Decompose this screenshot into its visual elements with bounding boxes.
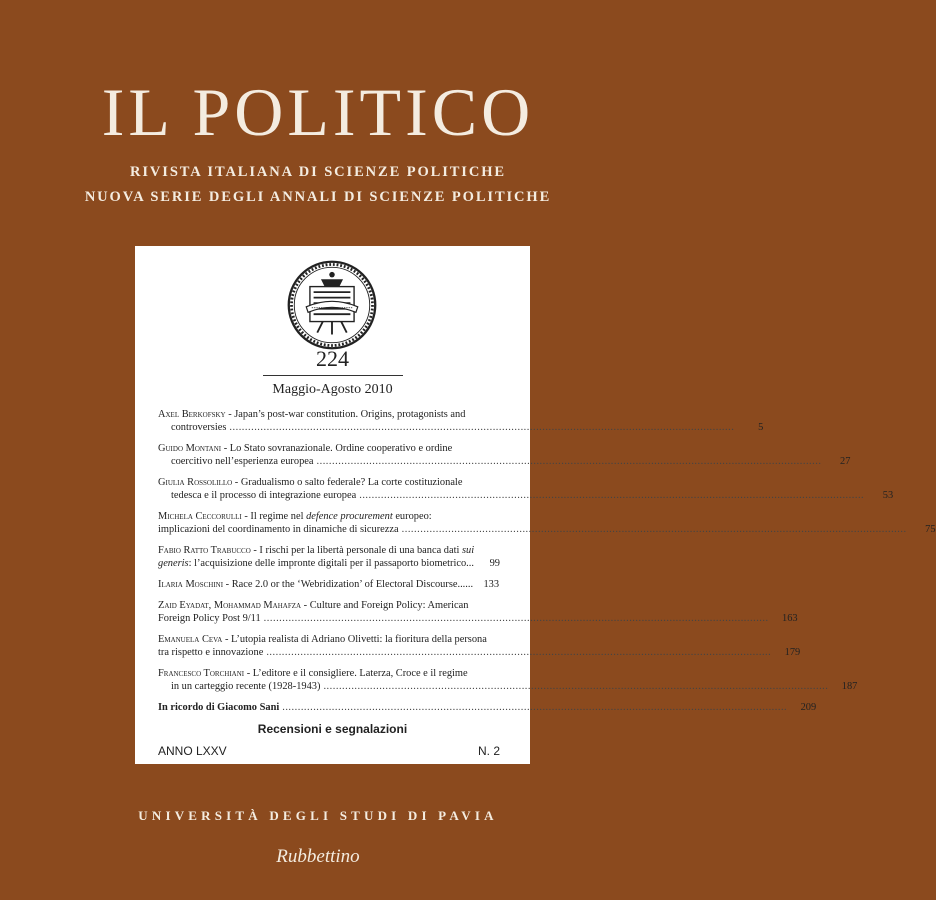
toc-title-cont: in un carteggio recente (1928-1943) [171,681,321,692]
toc-entry [158,701,817,714]
university-name: UNIVERSITÀ DEGLI STUDI DI PAVIA [138,808,498,823]
toc-entry [158,408,764,434]
journal-subtitle: RIVISTA ITALIANA DI SCIENZE POLITICHE [130,164,506,180]
issue-number-label: N. 2 [477,744,500,758]
toc-entry [158,667,858,693]
toc-title: - Lo Stato sovranazionale. Ordine cooperativo e ordine [221,443,453,454]
toc-page: 75 [925,524,936,535]
toc-title: - Culture and Foreign Policy: American [301,600,469,611]
toc-entry [158,633,801,659]
toc-title: - I rischi per la libertà personale di una banca dati [250,545,462,556]
journal-title: IL POLITICO [101,74,535,150]
publisher-name: Rubbettino [276,846,360,867]
toc-title: - Japan’s post-war constitution. Origins, protagonists and [225,409,466,420]
university-seal-icon [286,259,378,351]
toc-author: Guido Montani [158,443,222,454]
toc-title-italic: sui [461,545,475,556]
toc-author: Michela Ceccorulli [158,511,242,522]
toc-page: 27 [840,456,851,467]
toc-author: Giulia Rossolillo [158,477,233,488]
toc-title: - L’utopia realista di Adriano Olivetti: la fioritura della persona [222,634,487,645]
toc-title-cont: controversies [171,422,227,433]
toc-title: - Il regime nel [241,511,307,522]
toc-title-cont: Foreign Policy Post 9/11 [158,613,261,624]
toc-title: - Race 2.0 or the ‘Webridization’ of Electoral Discourse...... [223,579,474,590]
issue-divider [263,375,403,376]
table-of-contents [158,408,936,714]
toc-entry [158,442,851,468]
toc-page: 209 [800,702,817,713]
issue-date: Maggio-Agosto 2010 [272,382,393,397]
toc-entry [158,544,510,570]
toc-title-cont: tedesca e il processo di integrazione europea [171,490,357,501]
toc-page: 179 [784,647,801,658]
toc-entry [158,510,936,536]
toc-entry [158,578,510,591]
toc-page: 5 [758,422,764,433]
toc-title-end: europeo: [392,511,432,522]
toc-title-italic: generis [158,558,189,569]
toc-author: Axel Berkofsky [158,409,226,420]
toc-title-cont: : l’acquisizione delle impronte digitali per il passaporto biometrico... [188,558,474,569]
toc-page: 53 [882,490,894,501]
toc-author: Emanuela Ceva [158,634,223,645]
toc-page: 99 [489,558,500,569]
toc-author: Fabio Ratto Trabucco [158,545,251,556]
toc-title: - L’editore e il consigliere. Laterza, Croce e il regime [244,668,468,679]
toc-title-italic: defence procurement [306,511,393,522]
toc-author: Francesco Torchiani [158,668,245,679]
toc-page: 133 [483,579,500,590]
reviews-heading: Recensioni e segnalazioni [257,722,408,736]
volume-year: ANNO LXXV [158,744,227,758]
contents-panel [135,246,936,764]
toc-title-cont: coercitivo nell’esperienza europea [171,456,314,467]
toc-title-cont: tra rispetto e innovazione [158,647,264,658]
toc-page: 163 [782,613,798,624]
toc-entry [158,476,894,502]
journal-subtitle-series: NUOVA SERIE DEGLI ANNALI DI SCIENZE POLITICHE [84,189,552,205]
issue-number: 224 [316,346,349,371]
toc-author: Ilaria Moschini [158,579,224,590]
toc-page: 187 [841,681,858,692]
toc-title: - Gradualismo o salto federale? La corte costituzionale [232,477,463,488]
toc-title: In ricordo di Giacomo Sani [158,702,280,713]
toc-title-cont: implicazioni del coordinamento in dinamiche di sicurezza [158,524,399,535]
toc-author: Zaid Eyadat, Mohammad Mahafza [158,600,302,611]
toc-entry [158,599,798,625]
